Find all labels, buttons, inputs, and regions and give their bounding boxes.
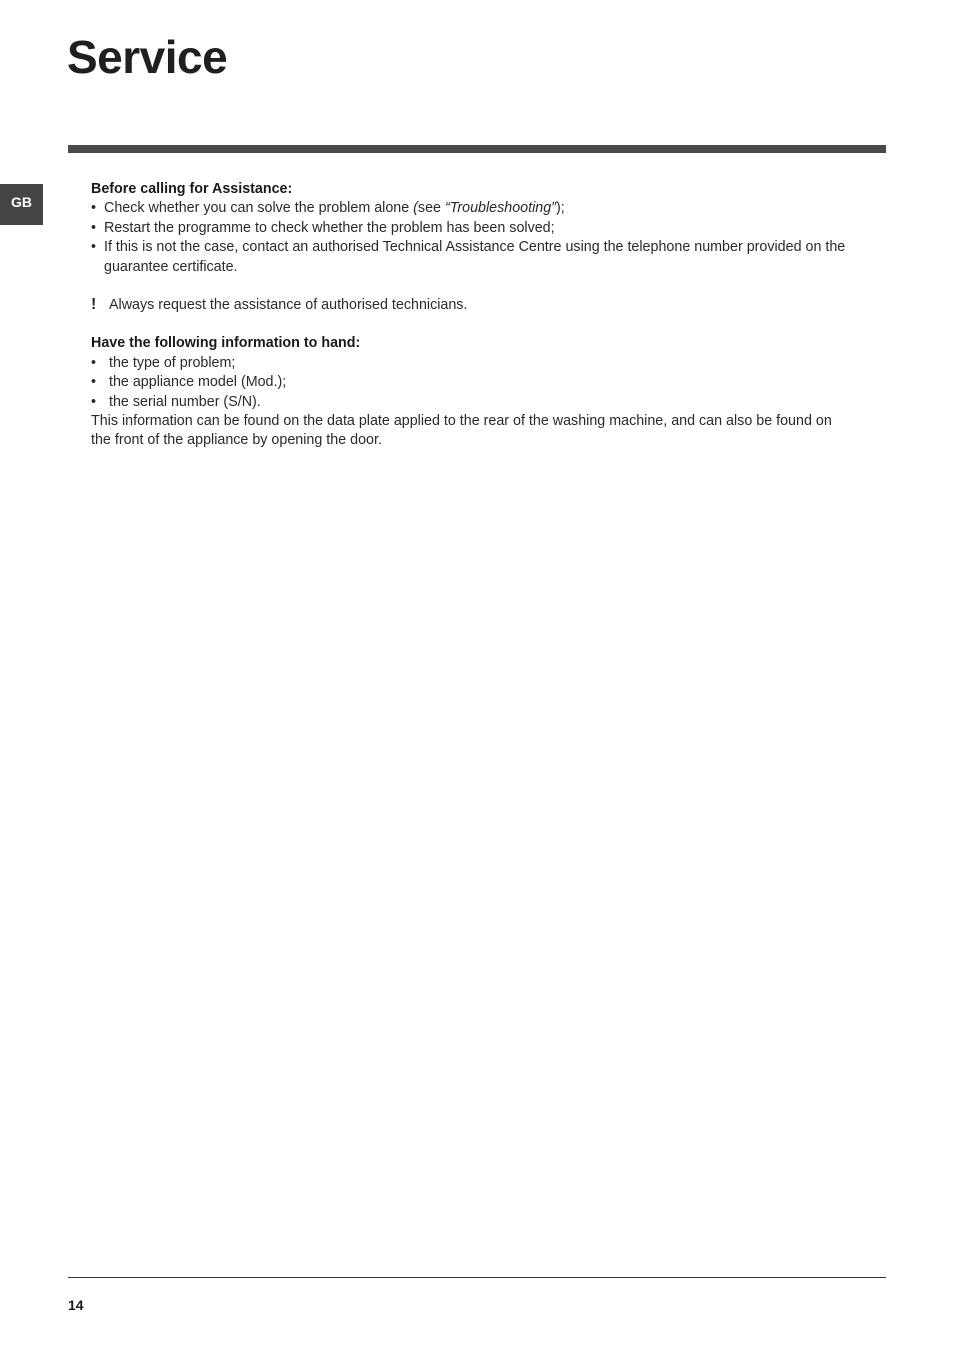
language-tab: GB	[0, 184, 43, 225]
list-item: • Restart the programme to check whether the problem has been solved;	[91, 219, 851, 238]
troubleshooting-reference: “Troubleshooting”	[444, 200, 556, 217]
before-calling-list	[91, 199, 851, 277]
title-divider	[68, 145, 886, 153]
list-item: • Check whether you can solve the problem alone (see “Troubleshooting”);	[91, 199, 851, 218]
exclamation-icon: !	[91, 296, 97, 314]
information-list	[91, 354, 851, 412]
list-item: • the serial number (S/N).	[91, 393, 851, 412]
main-content	[91, 180, 851, 451]
information-section	[91, 334, 851, 450]
list-item: • the type of problem;	[91, 354, 851, 373]
information-paragraph: This information can be found on the data plate applied to the rear of the washing machine, and can also be found on the front of the appliance by opening the door.	[91, 413, 832, 449]
warning-text: Always request the assistance of authorised technicians.	[109, 297, 468, 314]
warning-note	[91, 296, 851, 315]
page-title: Service	[67, 31, 228, 83]
before-calling-heading: Before calling for Assistance:	[91, 181, 293, 197]
list-item: • If this is not the case, contact an authorised Technical Assistance Centre using the telephone number provided on the guarantee certificate.	[91, 238, 851, 277]
list-item: • the appliance model (Mod.);	[91, 373, 851, 392]
information-heading: Have the following information to hand:	[91, 335, 361, 352]
footer-divider	[68, 1277, 886, 1278]
page-number: 14	[68, 1297, 84, 1313]
